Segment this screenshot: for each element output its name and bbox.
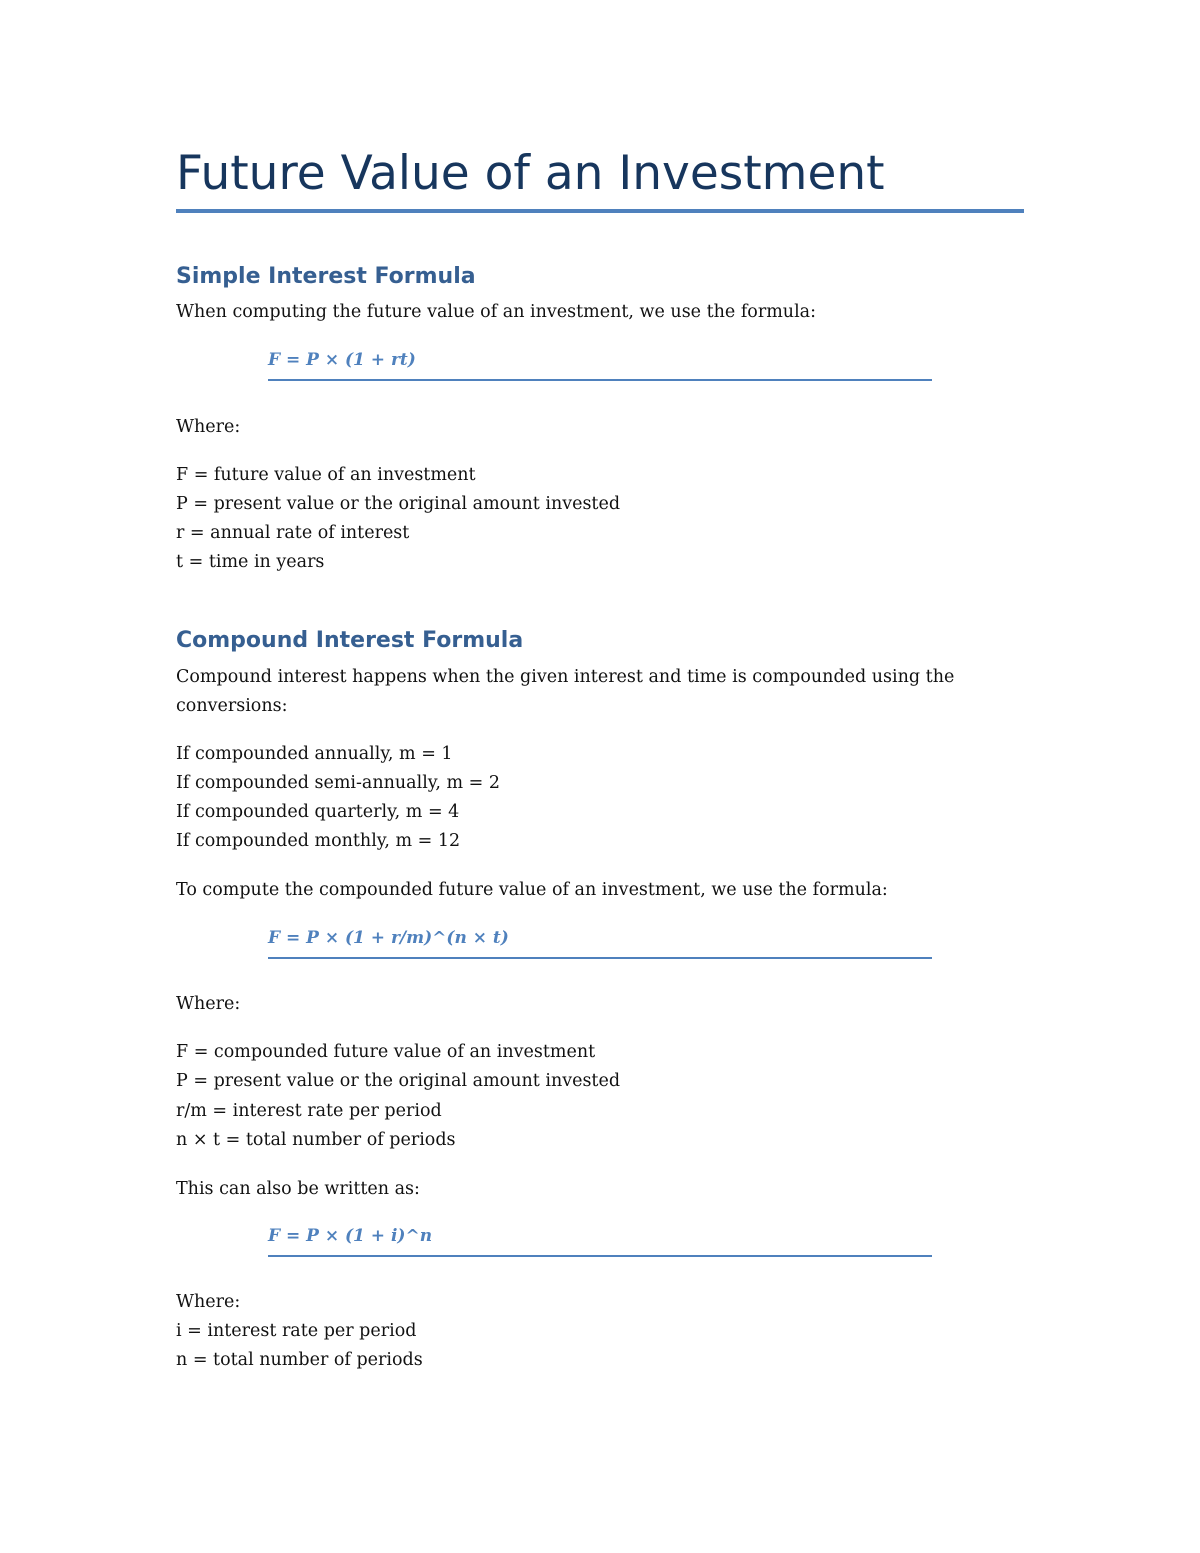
compound-interest-intro-cont: conversions: — [176, 696, 288, 716]
definition-line: F = compounded future value of an investment — [176, 1042, 596, 1062]
document-title: Future Value of an Investment — [176, 146, 885, 201]
definition-line: i = interest rate per period — [176, 1321, 417, 1341]
simple-interest-formula: F = P × (1 + rt) — [268, 350, 416, 370]
compute-text: To compute the compounded future value of an investment, we use the formula: — [176, 880, 888, 900]
definition-line: P = present value or the original amount invested — [176, 1071, 621, 1091]
conversion-line: If compounded annually, m = 1 — [176, 744, 453, 764]
compound-interest-formula: F = P × (1 + r/m)^(n × t) — [268, 928, 509, 948]
definition-line: n = total number of periods — [176, 1350, 423, 1370]
where-label: Where: — [176, 994, 241, 1014]
compound-interest-heading: Compound Interest Formula — [176, 628, 524, 653]
conversion-line: If compounded monthly, m = 12 — [176, 831, 461, 851]
formula-underline — [268, 957, 932, 959]
simple-interest-heading: Simple Interest Formula — [176, 264, 476, 289]
conversion-line: If compounded quarterly, m = 4 — [176, 802, 460, 822]
definition-line: t = time in years — [176, 552, 325, 572]
where-label: Where: — [176, 417, 241, 437]
title-underline — [176, 209, 1024, 213]
formula-underline — [268, 1255, 932, 1257]
formula-underline — [268, 379, 932, 381]
where-label: Where: — [176, 1292, 241, 1312]
definition-line: r = annual rate of interest — [176, 523, 410, 543]
also-written-text: This can also be written as: — [176, 1179, 420, 1199]
definition-line: n × t = total number of periods — [176, 1130, 456, 1150]
conversion-line: If compounded semi-annually, m = 2 — [176, 773, 501, 793]
compound-interest-intro: Compound interest happens when the given interest and time is compounded using the — [176, 667, 955, 687]
definition-line: F = future value of an investment — [176, 465, 476, 485]
periodic-interest-formula: F = P × (1 + i)^n — [268, 1226, 433, 1246]
definition-line: r/m = interest rate per period — [176, 1101, 442, 1121]
simple-interest-intro: When computing the future value of an investment, we use the formula: — [176, 302, 816, 322]
definition-line: P = present value or the original amount invested — [176, 494, 621, 514]
